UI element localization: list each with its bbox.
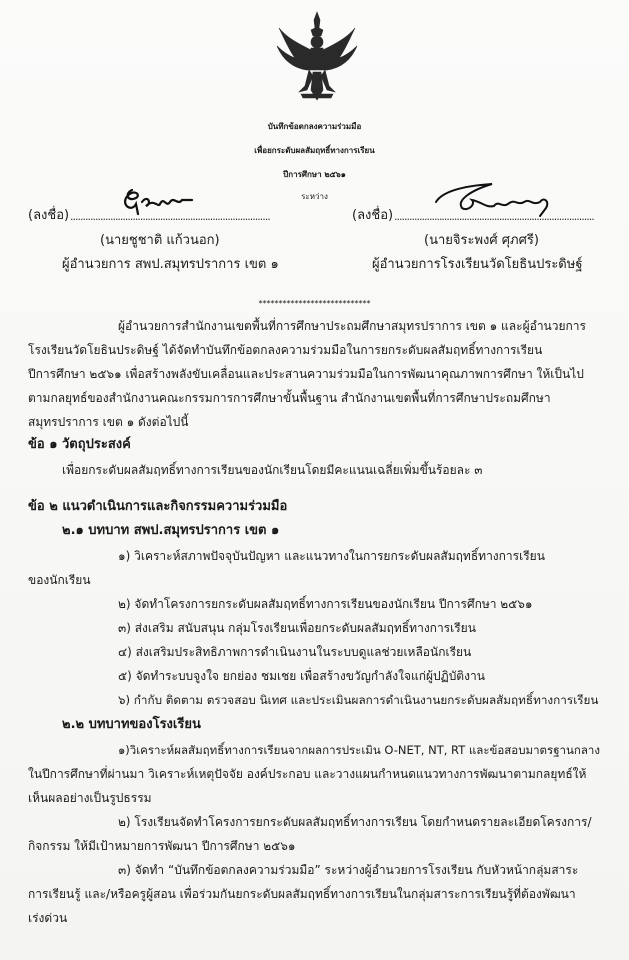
- list-item: ๕) จัดทำระบบจูงใจ ยกย่อง ชมเชย เพื่อสร้างขวัญกำลังใจแก่ผู้ปฏิบัติงาน: [118, 669, 485, 683]
- clause-2-heading: ข้อ ๒ แนวดำเนินการและกิจกรรมความร่วมมือ: [28, 499, 288, 514]
- list-item: ๑) วิเคราะห์สภาพปัจจุบันปัญหา และแนวทางในการยกระดับผลสัมฤทธิ์ทางการเรียน: [118, 549, 545, 563]
- intro-line-5: สมุทรปราการ เขต ๑ ดังต่อไปนี้: [28, 415, 189, 429]
- school-item-2-line-1: ๒) โรงเรียนจัดทำโครงการยกระดับผลสัมฤทธิ์ทางการเรียน โดยกำหนดรายละเอียดโครงการ/: [118, 815, 592, 829]
- list-item: ๖) กำกับ ติดตาม ตรวจสอบ นิเทศ และประเมินผลการดำเนินงานยกระดับผลสัมฤทธิ์ทางการเรียน: [118, 693, 599, 707]
- garuda-emblem-icon: [275, 10, 359, 106]
- left-signature-line: ................................................................................: [70, 210, 270, 223]
- list-item: ๒) จัดทำโครงการยกระดับผลสัมฤทธิ์ทางการเรียนของนักเรียน ปีการศึกษา ๒๕๖๑: [118, 597, 533, 611]
- title-line-1: บันทึกข้อตกลงความร่วมมือ: [267, 122, 362, 131]
- clause-1-text: เพื่อยกระดับผลสัมฤทธิ์ทางการเรียนของนักเรียนโดยมีคะแนนเฉลี่ยเพิ่มขึ้นร้อยละ ๓: [62, 463, 483, 477]
- list-item-continuation: ของนักเรียน: [28, 573, 91, 587]
- intro-line-4: ตามกลยุทธ์ของสำนักงานคณะกรรมการการศึกษาขั้นพื้นฐาน สำนักงานเขตพื้นที่การศึกษาประถมศึกษา: [28, 391, 551, 405]
- school-item-1-line-1: ๑)วิเคราะห์ผลสัมฤทธิ์ทางการเรียนจากผลการประเมิน O-NET, NT, RT และข้อสอบมาตรฐานกลาง: [118, 743, 600, 757]
- left-signatory-name: (นายชูชาติ แก้วนอก): [100, 233, 220, 248]
- intro-line-2: โรงเรียนวัดโยธินประดิษฐ์ ได้จัดทำบันทึกข้อตกลงความร่วมมือในการยกระดับผลสัมฤทธิ์ทางการเรียน: [28, 343, 543, 357]
- intro-line-3: ปีการศึกษา ๒๕๖๑ เพื่อสร้างพลังขับเคลื่อนและประสานความร่วมมือในการพัฒนาคุณภาพการศึกษา ให้เป็นไป: [28, 367, 584, 381]
- title-line-2: เพื่อยกระดับผลสัมฤทธิ์ทางการเรียน: [254, 146, 375, 155]
- title-line-3: ปีการศึกษา ๒๕๖๑: [283, 170, 346, 179]
- intro-line-1: ผู้อำนวยการสำนักงานเขตพื้นที่การศึกษาประถมศึกษาสมุทรปราการ เขต ๑ และผู้อำนวยการ: [118, 319, 586, 333]
- clause-1-heading: ข้อ ๑ วัตถุประสงค์: [28, 437, 131, 452]
- school-item-3-line-3: เร่งด่วน: [28, 911, 68, 925]
- clause-2-1-heading: ๒.๑ บทบาท สพป.สมุทรปราการ เขต ๑: [62, 523, 280, 538]
- school-item-2-line-2: กิจกรรม ให้มีเป้าหมายการพัฒนา ปีการศึกษา ๒๕๖๑: [28, 839, 296, 853]
- separator-stars: ****************************: [258, 299, 371, 308]
- school-item-1-line-2: ในปีการศึกษาที่ผ่านมา วิเคราะห์เหตุปัจจัย องค์ประกอบ และวางแผนกำหนดแนวทางการพัฒนาตามกลยุทธ์ให้: [28, 767, 587, 781]
- school-item-1-line-3: เห็นผลอย่างเป็นรูปธรรม: [28, 791, 152, 805]
- left-signatory-position: ผู้อำนวยการ สพป.สมุทรปราการ เขต ๑: [62, 257, 279, 272]
- right-signature-icon: [432, 172, 572, 220]
- right-sign-label: (ลงชื่อ): [352, 208, 394, 223]
- right-signatory-position: ผู้อำนวยการโรงเรียนวัดโยธินประดิษฐ์: [372, 257, 583, 272]
- list-item: ๓) ส่งเสริม สนับสนุน กลุ่มโรงเรียนเพื่อยกระดับผลสัมฤทธิ์ทางการเรียน: [118, 621, 476, 635]
- clause-2-2-heading: ๒.๒ บทบาทของโรงเรียน: [62, 717, 201, 732]
- school-item-3-line-1: ๓) จัดทำ “บันทึกข้อตกลงความร่วมมือ” ระหว่างผู้อำนวยการโรงเรียน กับหัวหน้ากลุ่มสาระ: [118, 863, 579, 877]
- left-sign-label: (ลงชื่อ): [28, 208, 70, 223]
- right-signatory-name: (นายจิระพงศ์ ศุภศรี): [424, 233, 539, 248]
- school-item-3-line-2: การเรียนรู้ และ/หรือครูผู้สอน เพื่อร่วมกันยกระดับผลสัมฤทธิ์ทางการเรียนในกลุ่มสาระการเรียนรู้ที่ต้องพัฒนา: [28, 887, 576, 901]
- right-signature-line: ................................................................................: [394, 210, 594, 223]
- list-item: ๔) ส่งเสริมประสิทธิภาพการดำเนินงานในระบบดูแลช่วยเหลือนักเรียน: [118, 645, 472, 659]
- left-signature-icon: [118, 186, 194, 220]
- between-label: ระหว่าง: [301, 192, 328, 201]
